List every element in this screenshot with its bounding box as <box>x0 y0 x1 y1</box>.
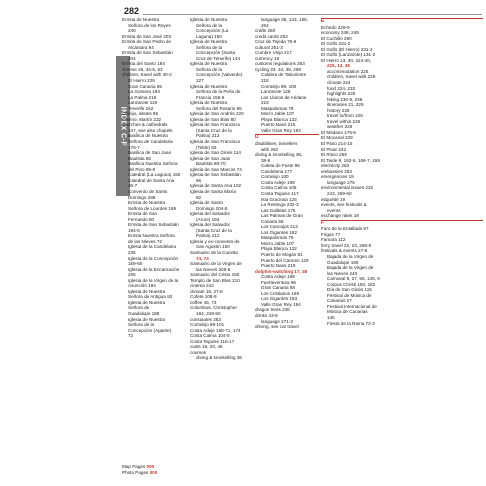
index-subentry: Alcántara 94 <box>128 44 154 50</box>
index-subentry: Señora de la <box>196 44 223 50</box>
index-subentry: San Agustín 150 <box>196 244 230 250</box>
index-subentry: Señora de los Reyes <box>128 22 171 28</box>
index-subentry: Puerto del Carmen 129 <box>261 257 309 263</box>
index-subentry: Basílica de San Juan <box>128 150 172 156</box>
index-subentry: Caleta de Fuste 95 <box>261 163 300 169</box>
index-entry: Echedo 229-9 <box>321 24 350 30</box>
index-subentry: Corralejo 100 <box>261 174 289 180</box>
index-subentry: Los Gigantes 182 <box>261 229 298 235</box>
index-subentry: Puerto Naos 219 <box>261 263 296 269</box>
index-subentry: Cruz de Tenerife) 144 <box>196 55 241 61</box>
index-entry: Chinijo, islotes 95 <box>122 111 159 117</box>
index-subentry: Señora de Lourdes 189 <box>128 205 177 211</box>
index-entry: El Médano 175-6 <box>321 129 356 135</box>
index-subentry: las Nieves 205-6 <box>196 266 231 272</box>
index-subentry: Lanzarote 128 <box>261 89 291 95</box>
map-pages-label: Map Pages <box>122 464 146 469</box>
index-subentry: Canaria 58 <box>261 218 284 224</box>
index-entry: disabilities, travellers <box>255 141 298 147</box>
index-subentry: 216 <box>261 78 269 84</box>
index-subentry: Domingo 288 <box>128 194 156 200</box>
index-entry: drinks 43-6 <box>255 312 278 318</box>
index-subentry: El Hierro 229 <box>128 78 155 84</box>
index-entry: Iglesia y ex-convento de <box>190 238 240 244</box>
index-subentry: Costa Adeje 169 <box>261 179 295 185</box>
index-entry: El Paso 214-15 <box>321 141 353 147</box>
index-subentry: Fernando 80 <box>128 216 155 222</box>
index-subentry: Valle Gran Rey 194 <box>261 127 301 133</box>
index-subentry: Basílica Nuestra Señora <box>128 161 178 167</box>
index-entry: El Risco 259 <box>321 152 347 158</box>
index-subentry: Bautista 69-70 <box>196 161 226 167</box>
index-subentry: Iglesia de la Encarnación <box>128 266 180 272</box>
index-subentry: weather 226 <box>327 124 353 130</box>
index-entry: Iglesia de Santa María <box>190 188 236 194</box>
index-subentry: itineraries 21, 229 <box>327 102 364 108</box>
index-entry: credit cards 263 <box>255 33 288 39</box>
index-subentry: Domingo 204-5 <box>196 205 228 211</box>
index-entry: driving, see car travel <box>255 324 299 330</box>
map-key <box>122 464 157 476</box>
index-entry: consulates 263 <box>190 316 221 322</box>
index-entry: Iglesia de Nuestra <box>190 39 228 45</box>
index-subentry: Gran Canaria 68 <box>261 285 295 291</box>
index-subentry: Iglesia de Nuestra <box>128 299 166 305</box>
index-subentry: Concepción (Agaete) <box>128 327 172 333</box>
index-entry: Columbus, Christopher <box>190 305 237 311</box>
index-entry: etiquette 19 <box>321 196 346 202</box>
index-subentry: Playa Blanca 132 <box>261 246 297 252</box>
index-subentry: history 226 <box>327 107 350 113</box>
index-entry: emergencies 19 <box>321 174 354 180</box>
index-subentry: 235 <box>128 249 136 255</box>
index-entry: embassies 263 <box>321 168 352 174</box>
index-subentry: food 224, 233 <box>327 85 356 91</box>
index-subentry: Gran Canaria 65 <box>128 83 162 89</box>
index-subentry: Catedral de Santa Ana <box>128 177 175 183</box>
index-entry: Costa Teguise 116-17 <box>190 338 235 344</box>
index-subentry: Las Palmas de Gran <box>261 213 303 219</box>
index-subentry: with 262 <box>261 146 279 152</box>
index-subentry: Candelaria 177 <box>261 168 293 174</box>
index-subentry: 225, 13, 36 <box>327 63 350 69</box>
index-subentry: Iglesia de Nuestra <box>128 288 166 294</box>
index-subentry: 194-5 <box>128 227 140 233</box>
index-subentry: Caldera de Taburiente <box>261 72 307 78</box>
index-subentry: Señora de la <box>196 66 223 72</box>
index-subentry: Señora de la Peña de <box>196 89 241 95</box>
index-subentry: Bajada de la Virgen de <box>327 265 374 271</box>
index-subentry: Los Cristianos 169 <box>261 290 300 296</box>
index-entry: El Golfo (El Hierro) 231-2 <box>321 46 373 52</box>
index-entry: El Golfo (Lanzarote) 131-2 <box>321 52 376 58</box>
index-entry: Corralejo 98-101 <box>190 322 225 328</box>
index-subentry: Maspalomas 79 <box>261 105 294 111</box>
index-entry: Iglesia de Nuestra <box>190 83 228 89</box>
index-subentry: Francia 155-6 <box>196 94 225 100</box>
index-subentry: Costa Calma 105 <box>261 185 297 191</box>
index-subentry: Iglesia de la Candelaria <box>128 244 177 250</box>
photo-pages-key <box>122 470 157 476</box>
index-subentry: Concepción (La <box>196 28 229 34</box>
index-entry: economy 248, 249 <box>321 30 359 36</box>
index-letter-heading: E <box>321 18 483 25</box>
index-subentry: (Santa Cruz de la <box>196 227 232 233</box>
index-subentry: Palma) 212 <box>196 233 220 239</box>
index-subentry: climate 224 <box>327 80 351 86</box>
index-entry: Ermita de San José 203 <box>122 33 172 39</box>
index-subentry: Iglesia de Nuestra <box>128 316 166 322</box>
index-subentry: Tenerife 162 <box>128 105 154 111</box>
index-subentry: Morro Jable 107 <box>261 240 295 246</box>
index-subentry: 74, 74 <box>196 255 209 261</box>
index-letter-heading: D <box>255 134 319 141</box>
index-subentry: 145 <box>327 314 335 320</box>
index-entry: El Cuchillo 290 <box>321 35 352 41</box>
index-subentry: hiking 230-9, 236 <box>327 96 363 102</box>
index-entry: climate 16, 27-8 <box>190 288 223 294</box>
index-subentry: Señora de la <box>128 322 155 328</box>
index-subentry: 176-7 <box>128 144 140 150</box>
index-subentry: accommodation 225 <box>327 68 369 74</box>
index-entry: exchange rates 19 <box>321 213 359 219</box>
index-entry: El Pinar 232 <box>321 146 347 152</box>
index-entry: Famara 112 <box>321 237 346 243</box>
index-subentry: 159-60 <box>128 261 143 267</box>
index-entry: Cumbre Vieja 217 <box>255 50 292 56</box>
index-entry: Cofete 108-9 <box>190 294 217 300</box>
index-subentry: travel within 226 <box>327 118 361 124</box>
index-entry: Ermita de San Pedro de <box>122 39 172 45</box>
index-subentry: 243, 259-60 <box>327 190 352 196</box>
index-entry: Firgas 77 <box>321 231 341 237</box>
index-column-4 <box>321 17 483 326</box>
index-entry: cultural 251-3 <box>255 44 283 50</box>
index-subentry: (Santa Cruz de la <box>196 127 232 133</box>
index-subentry: Ermita de San <box>128 211 158 217</box>
index-subentry: (Telde) 63 <box>196 144 217 150</box>
index-subentry: 92 <box>196 194 202 200</box>
index-subentry: Fiesta de la Rama 72-3 <box>327 320 375 326</box>
index-subentry: Valle Gran Rey 194 <box>261 301 301 307</box>
index-entry: El Mocanal 229 <box>321 135 353 141</box>
index-subentry: Isla Graciosa 125 <box>261 196 297 202</box>
index-subentry: language 35, 143, 156, <box>261 17 309 22</box>
index-subentry: Costa Teguise 117 <box>261 190 299 196</box>
index-subentry: Día de San Ginés 115 <box>327 287 372 293</box>
index-entry: Faro de la Entallada 97 <box>321 226 369 232</box>
index-entry: courses <box>190 349 207 355</box>
index-entry: El Golfo 231-2 <box>321 41 351 47</box>
index-entry: Templo de San Blas 210 <box>190 277 240 283</box>
index-subentry: 36-7 <box>128 183 138 189</box>
index-subentry: Iglesia de la Concepción <box>128 255 179 261</box>
index-subentry: Ermita Nuestra Señora <box>128 233 175 239</box>
index-entry: Costa Calma 104-5 <box>190 333 230 339</box>
index-subentry: Costa Adeje 169 <box>261 274 295 280</box>
index-entry: children, travel with 40-2 <box>122 72 172 78</box>
index-entry: environmental issues 232 <box>321 185 374 191</box>
index-entry: Ermita de San Sebastián <box>122 50 173 56</box>
index-column-3 <box>255 17 319 330</box>
index-entry: Santuario del Cristo 150 <box>190 272 240 278</box>
index-entry: Iglesia de San Marcos 74 <box>190 166 242 172</box>
index-entry: cinema 242 <box>190 283 214 289</box>
index-entry: Iglesia del Salvador <box>190 211 231 217</box>
index-subentry: children, travel with 229 <box>327 74 376 80</box>
index-entry: Iglesia del Salvador <box>190 222 231 228</box>
index-subentry: Basílica de Nuestra <box>128 133 168 139</box>
index-side-tab-label: INDEX C-F <box>119 106 127 146</box>
index-subentry: language 275 <box>327 179 355 185</box>
index-entry: Cruz de Tejeda 75-6 <box>255 39 297 45</box>
index-entry: diving & snorkelling 36, <box>255 152 303 158</box>
header-rule <box>143 14 482 15</box>
photo-pages-value: 000 <box>149 470 158 475</box>
index-entry: Iglesia de San Francisco <box>190 122 241 128</box>
index-subentry: Señora de <box>128 305 150 311</box>
index-subentry: Canarias 27 <box>327 298 352 304</box>
index-subentry: Las Galletas 175 <box>261 207 296 213</box>
index-entry: Iglesia de San Ginés 114 <box>190 150 241 156</box>
index-subentry: Puerto de Mogán 81 <box>261 251 303 257</box>
index-entry: dragon trees 236 <box>255 307 290 313</box>
index-subentry: 264 <box>261 22 269 28</box>
index-subentry: Bautista 65 <box>128 155 151 161</box>
index-column-2 <box>190 17 252 361</box>
index-subentry: Laguna) 150 <box>196 33 222 39</box>
index-subentry: La Gomera 193 <box>128 89 160 95</box>
index-subentry: Carnaval 9, 27, 56, 145, 9 <box>327 276 380 282</box>
index-subentry: Los Llanos de Aridane <box>261 94 307 100</box>
index-subentry: language 271-3 <box>261 318 293 324</box>
index-subentry: 247, see also chapels <box>128 127 173 133</box>
index-entry: Ermita de Nuestra <box>122 17 160 22</box>
index-subentry: Corralejo 99, 100 <box>261 83 297 89</box>
index-subentry: La Restinga 232-3 <box>261 202 299 208</box>
index-entry: Iglesia de Nuestra <box>190 100 228 106</box>
index-subentry: Playa Blanca 132 <box>261 116 297 122</box>
index-subentry: Festival Internacional de <box>327 303 377 309</box>
index-entry: events, see festivals & <box>321 202 367 208</box>
index-subentry: Festival de Música de <box>327 292 372 298</box>
page-number: 282 <box>124 6 140 16</box>
index-column-1 <box>119 17 186 339</box>
index-subentry: Maspalomas 79 <box>261 235 294 241</box>
index-subentry: diving & snorkelling 36 <box>196 355 242 361</box>
map-pages-value: 000 <box>146 464 155 469</box>
index-entry: Iglesia de San Andrés 220 <box>190 111 244 117</box>
index-subentry: de las Nieves 72 <box>128 238 162 244</box>
index-entry: El Teide 9, 162-5, 166-7, 159 <box>321 157 380 163</box>
index-subentry: Palma) 213 <box>196 133 220 139</box>
index-subentry: highlights 225 <box>327 91 356 97</box>
index-entry: cheese 26, 44-5, 53 <box>122 66 163 72</box>
index-subentry: Señora de la <box>196 22 223 28</box>
index-entry: Iglesia de San Francisco <box>190 139 241 145</box>
index-subentry: Concepción (Santa <box>196 50 236 56</box>
index-entry: El Hierro 13, 30, 224-40, <box>321 57 372 63</box>
index-subentry: Ermita de San Sebastián <box>128 222 179 228</box>
index-entry: Iglesia de San Juan <box>190 155 231 161</box>
index-subentry: 72 <box>128 333 134 339</box>
index-subentry: travel to/from 226 <box>327 113 363 119</box>
index-subentry: Morro Jable 107 <box>261 111 295 117</box>
index-subentry: 218 <box>261 100 269 106</box>
index-entry: Iglesia de San Sebastián <box>190 172 241 178</box>
index-entry: Iglesia de San Blas 80 <box>190 116 236 122</box>
photo-pages-label: Photo Pages <box>122 470 149 475</box>
index-subentry: Señora de Candelaria <box>128 139 173 145</box>
index-subentry: La Palma 219 <box>128 94 157 100</box>
index-subentry: las Nieves 240 <box>327 270 358 276</box>
index-entry: electricity 263 <box>321 163 350 169</box>
index-subentry: Señora de Antigua 93 <box>128 294 173 300</box>
index-subentry: Puerto Naos 215 <box>261 122 296 128</box>
index-subentry: 66 <box>196 177 202 183</box>
index-entry: currency 19 <box>255 55 280 61</box>
index-entry: Chirino, Martín 232 <box>122 116 162 122</box>
index-entry: Iglesia de Santa Ana 102 <box>190 183 242 189</box>
index-entry: Ermita del Santo 194 <box>122 61 165 67</box>
index-entry: churches & cathedrals <box>122 122 168 128</box>
index-entry: festivals & events 27-8 <box>321 248 368 254</box>
index-subentry: Guadalupe 185 <box>327 259 359 265</box>
index-subentry: 227 <box>196 78 204 84</box>
index-subentry: 205 <box>128 272 136 278</box>
index-entry: costs 19, 20, 46 <box>190 344 223 350</box>
index-subentry: Señora del Rosario 95 <box>196 105 242 111</box>
index-subentry: Catedral (La Laguna) 150 <box>128 172 181 178</box>
index-subentry: Ermita de Nuestra <box>128 200 166 206</box>
index-subentry: Guadalupe 188 <box>128 310 160 316</box>
index-entry: coffee 45, 73 <box>190 299 217 305</box>
index-entry: Santuario de la Virgen de <box>190 261 242 267</box>
index-entry: Iglesia de Santo <box>190 200 223 206</box>
index-subentry: Los Gigantes 183 <box>261 296 298 302</box>
index-subentry: Asunción 184 <box>128 283 156 289</box>
index-subentry: (Arure) 193 <box>196 216 220 222</box>
index-subentry: Concepción (Valverde) <box>196 72 243 78</box>
index-entry: Costa Adeje 168-71, 174 <box>190 327 241 333</box>
index-subentry: Música de Canarias <box>327 309 368 315</box>
index-entry: Iglesia de Nuestra <box>190 61 228 67</box>
index-subentry: del Pino 89-9 <box>128 166 156 172</box>
index-subentry: Fuerteventura 96 <box>261 279 296 285</box>
index-entry: cycling 23, 34, 38, 269 <box>255 66 301 72</box>
index-entry: dolphin-watching 17, 38 <box>255 268 308 274</box>
index-subentry: Iglesia de la Virgen de la <box>128 277 179 283</box>
index-subentry: 204 <box>128 55 136 61</box>
index-subentry: 184, 248-50 <box>196 310 221 316</box>
index-entry: Iglesia de Nuestra <box>190 17 228 22</box>
index-subentry: 38-9 <box>261 157 271 163</box>
index-letter-heading: F <box>321 220 483 227</box>
index-subentry: Los Cancajos 213 <box>261 224 298 230</box>
index-entry: ferry travel 22, 23, 268-9 <box>321 242 372 248</box>
index-subentry: Bajada de la Virgen de <box>327 253 374 259</box>
index-subentry: Convento de Santo <box>128 188 168 194</box>
index-subentry: events <box>327 207 341 213</box>
index-entry: customs regulations 263 <box>255 61 305 67</box>
index-subentry: Lanzarote 119 <box>128 100 158 106</box>
index-entry: Santuario de la Cuevita <box>190 249 238 255</box>
index-entry: crafts 250 <box>255 28 276 34</box>
index-subentry: Corpus Christi 150, 182 <box>327 281 376 287</box>
index-subentry: 240 <box>128 28 136 34</box>
